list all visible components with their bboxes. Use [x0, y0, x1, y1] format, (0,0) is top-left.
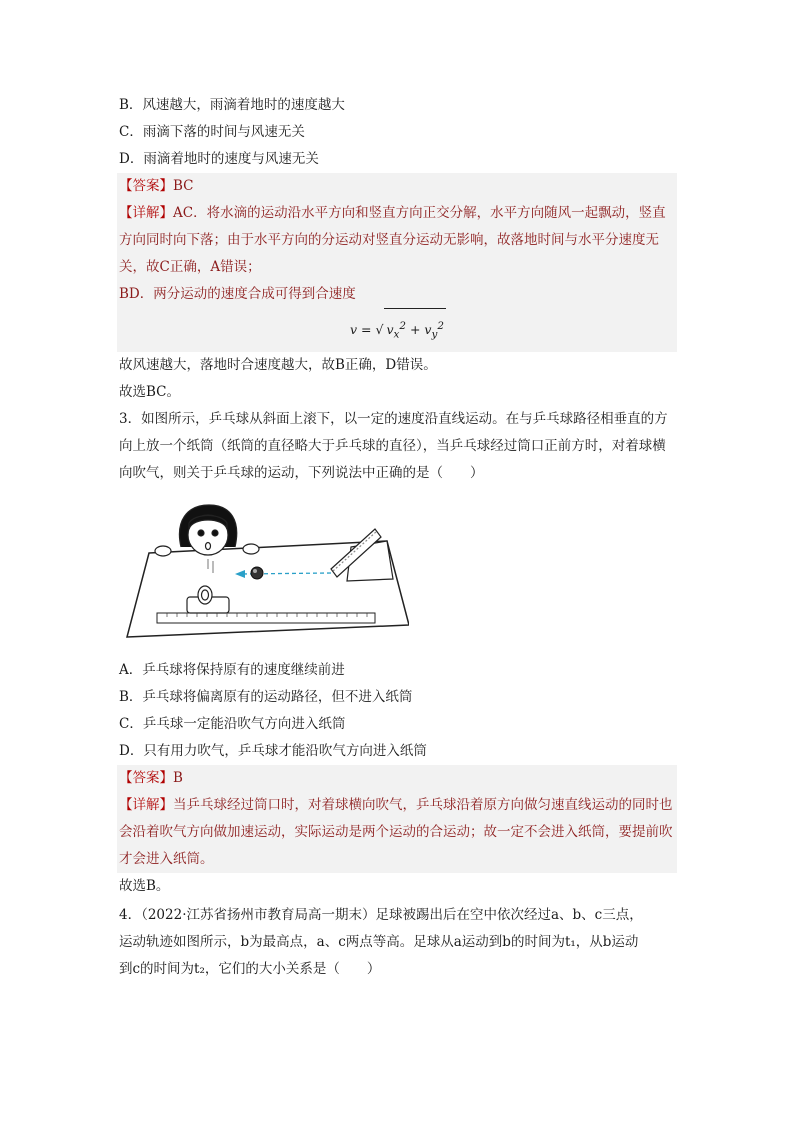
pingpong-figure [119, 501, 409, 645]
q3-option-a: A．乒乓球将保持原有的速度继续前进 [119, 661, 345, 678]
q2-conclusion: 故风速越大，落地时合速度越大，故B正确，D错误。 [119, 356, 437, 373]
answer-value: BC [173, 178, 194, 194]
q3-stem: 3．如图所示，乒乓球从斜面上滚下，以一定的速度沿直线运动。在与乒乓球路径相垂直的方向上放一个纸筒（纸筒的直径略大于乒乓球的直径），当乒乓球经过筒口正前方时，对着球横向吹气，则关于乒乓球的运动，下列说法中正确的是（ ） [119, 410, 668, 481]
q3-choice: 故选B。 [119, 877, 170, 894]
q3-detail [119, 792, 677, 873]
q2-option-b: B．风速越大，雨滴着地时的速度越大 [119, 97, 345, 113]
q4-line-3: 到c的时间为t₂，它们的大小关系是（ ） [119, 960, 381, 977]
document-page [119, 92, 675, 983]
q2-answer [119, 173, 677, 200]
answer-tag: 【答案】 [119, 769, 173, 786]
q2-choice: 故选BC。 [119, 383, 181, 400]
q3-option-d: D．只有用力吹气，乒乓球才能沿吹气方向进入纸筒 [119, 742, 427, 759]
detail-text: AC．将水滴的运动沿水平方向和竖直方向正交分解，水平方向随风一起飘动，竖直方向同时向下落；由于水平方向的分运动对竖直分运动无影响，故落地时间与水平分速度无关，故C正确，A错误； [119, 205, 666, 275]
q2-option-c: C．雨滴下落的时间与风速无关 [119, 124, 305, 140]
q3-option-c: C．乒乓球一定能沿吹气方向进入纸筒 [119, 715, 346, 732]
q2-answer-block [117, 173, 677, 352]
formula-radicand: $v_x^2 + v_y^2$ [384, 308, 446, 352]
q4-line-1: 4．（2022·江苏省扬州市教育局高一期末）足球被踢出后在空中依次经过a、b、c三点， [119, 906, 643, 923]
detail-tag: 【详解】 [119, 796, 173, 813]
detail-text: 当乒乓球经过筒口时，对着球横向吹气，乒乓球沿着原方向做匀速直线运动的同时也会沿着吹气方向做加速运动，实际运动是两个运动的合运动；故一定不会进入纸筒，要提前吹才会进入纸筒。 [119, 796, 673, 867]
girl-figure [155, 505, 259, 556]
q2-detail-1 [119, 200, 677, 281]
q3-option-b: B．乒乓球将偏离原有的运动路径，但不进入纸筒 [119, 688, 413, 705]
q3-answer-block [117, 765, 677, 873]
formula-lhs: v = [349, 322, 372, 338]
ball-icon [251, 567, 263, 579]
detail-tag: 【详解】 [119, 205, 173, 221]
q3-answer [119, 765, 677, 792]
answer-tag: 【答案】 [119, 178, 173, 194]
q2-option-d: D．雨滴着地时的速度与风速无关 [119, 151, 319, 167]
answer-value: B [173, 769, 183, 786]
velocity-formula: v = √ $v_x^2 + v_y^2$ [119, 308, 677, 352]
q4-line-2: 运动轨迹如图所示，b为最高点，a、c两点等高。足球从a运动到b的时间为t₁，从b运动 [119, 933, 639, 950]
q2-detail-2: BD．两分运动的速度合成可得到合速度 [119, 286, 356, 302]
